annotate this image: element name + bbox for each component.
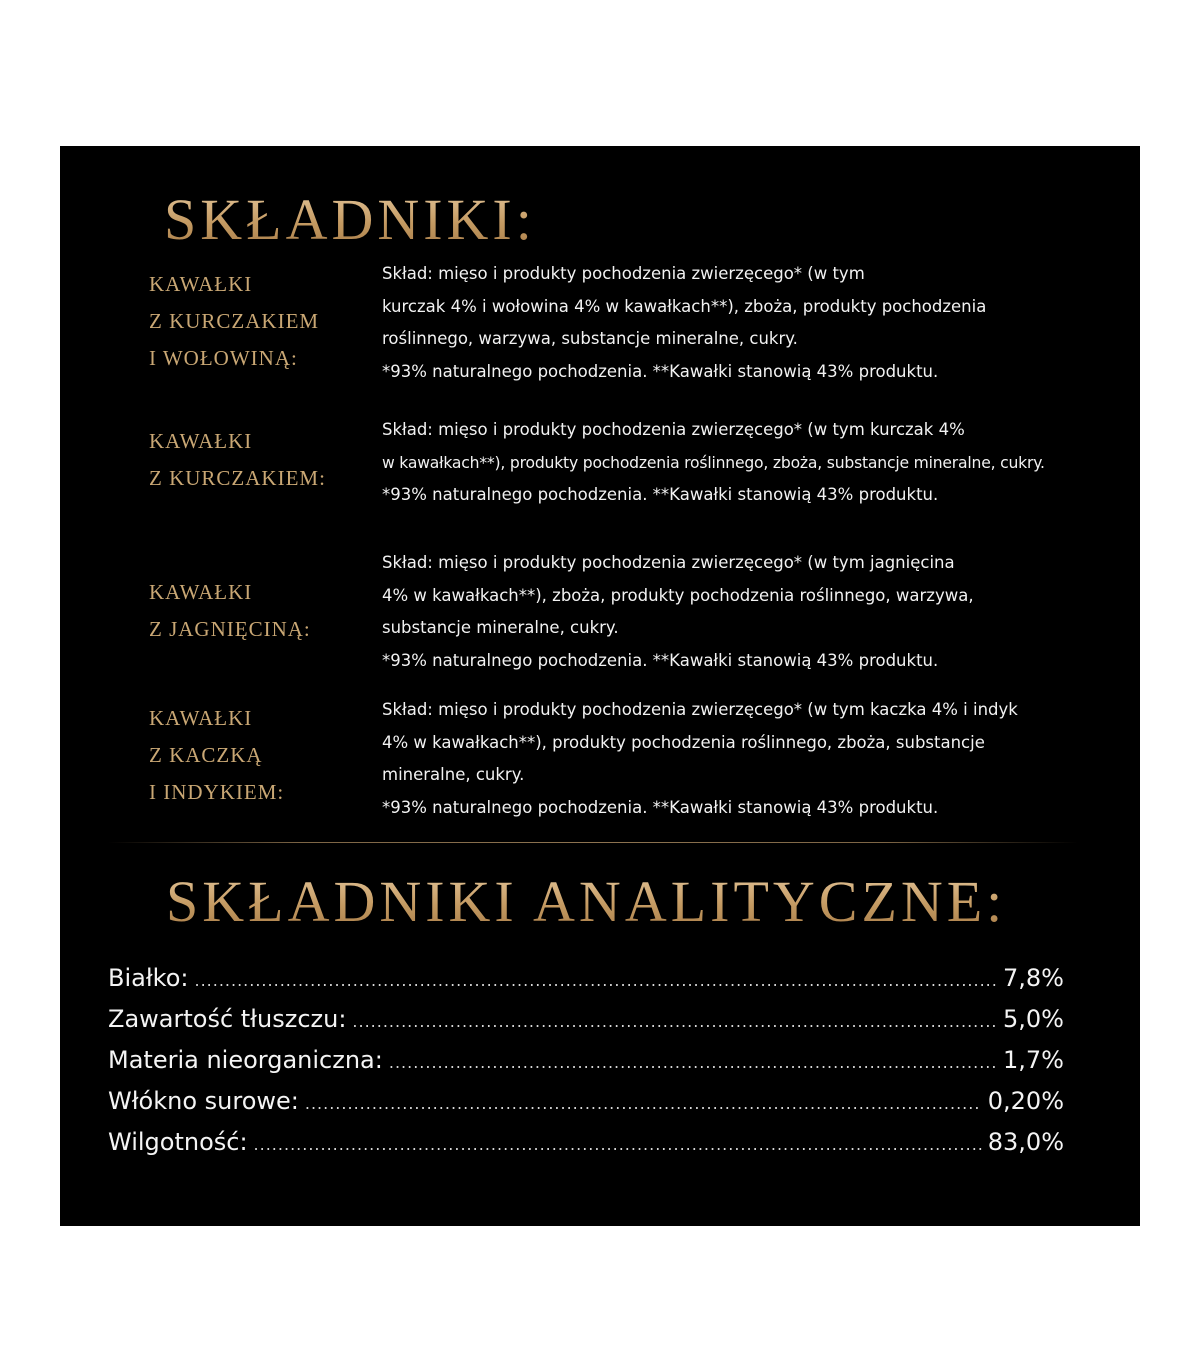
variant-label-line: Z JAGNIĘCINĄ:	[149, 617, 311, 641]
variant-desc-lamb	[382, 547, 1112, 677]
variant-label-line: I WOŁOWINĄ:	[149, 346, 298, 370]
nutrient-row-fiber	[108, 1087, 1064, 1128]
variant-desc-line: *93% naturalnego pochodzenia. **Kawałki stanowią 43% produktu.	[382, 650, 939, 670]
nutrient-name: Materia nieorganiczna:	[108, 1046, 383, 1074]
nutrient-row-moisture	[108, 1128, 1064, 1169]
variant-desc-line: 4% w kawałkach**), produkty pochodzenia roślinnego, zboża, substancje	[382, 732, 985, 752]
dot-leader	[305, 1094, 982, 1113]
variant-desc-line: Skład: mięso i produkty pochodzenia zwierzęcego* (w tym	[382, 264, 865, 283]
nutrient-name: Białko:	[108, 964, 189, 992]
dot-leader	[254, 1135, 982, 1154]
variant-label-line: KAWAŁKI	[149, 429, 253, 453]
variant-desc-line: substancje mineralne, cukry.	[382, 618, 619, 637]
variant-desc-line: w kawałkach**), produkty pochodzenia roślinnego, zboża, substancje mineralne, cukry.	[382, 453, 1045, 472]
nutrient-value: 1,7%	[1003, 1046, 1064, 1074]
variant-label-line: KAWAŁKI	[149, 272, 253, 296]
nutrient-list	[108, 964, 1064, 1169]
variant-desc-line: mineralne, cukry.	[382, 765, 525, 784]
nutrient-row-fat	[108, 1005, 1064, 1046]
variant-label-duck-turkey	[149, 700, 284, 811]
variant-desc-line: *93% naturalnego pochodzenia. **Kawałki stanowią 43% produktu.	[382, 797, 939, 817]
variant-label-lamb	[149, 574, 311, 648]
variant-desc-line: *93% naturalnego pochodzenia. **Kawałki stanowią 43% produktu.	[382, 485, 939, 504]
variant-desc-line: Skład: mięso i produkty pochodzenia zwierzęcego* (w tym jagnięcina	[382, 553, 955, 572]
variant-desc-line: 4% w kawałkach**), zboża, produkty pochodzenia roślinnego, warzywa,	[382, 585, 974, 605]
dot-leader	[352, 1012, 997, 1031]
variant-label-chicken-beef	[149, 266, 319, 377]
nutrient-value: 0,20%	[987, 1087, 1064, 1115]
variant-desc-line: Skład: mięso i produkty pochodzenia zwierzęcego* (w tym kaczka 4% i indyk	[382, 700, 1018, 719]
nutrient-row-protein	[108, 964, 1064, 1005]
variant-desc-chicken-beef	[382, 258, 1112, 388]
variant-desc-line: kurczak 4% i wołowina 4% w kawałkach**), zboża, produkty pochodzenia	[382, 296, 987, 316]
analytic-title: SKŁADNIKI ANALITYCZNE:	[166, 869, 1007, 934]
ingredients-title: SKŁADNIKI:	[164, 187, 536, 252]
variant-desc-duck-turkey	[382, 694, 1112, 824]
variant-desc-line: Skład: mięso i produkty pochodzenia zwierzęcego* (w tym kurczak 4%	[382, 420, 965, 439]
variant-label-line: Z KURCZAKIEM	[149, 309, 320, 333]
ingredients-panel	[60, 146, 1140, 1226]
variant-label-line: I INDYKIEM:	[149, 780, 285, 804]
variant-label-line: Z KURCZAKIEM:	[149, 466, 326, 490]
variant-desc-line: roślinnego, warzywa, substancje mineralne, cukry.	[382, 329, 798, 348]
variant-label-line: Z KACZKĄ	[149, 743, 263, 767]
nutrient-row-ash	[108, 1046, 1064, 1087]
nutrient-name: Wilgotność:	[108, 1128, 248, 1156]
dot-leader	[194, 971, 997, 990]
nutrient-name: Zawartość tłuszczu:	[108, 1005, 347, 1033]
section-divider	[108, 842, 1078, 843]
variant-label-line: KAWAŁKI	[149, 580, 253, 604]
nutrient-value: 5,0%	[1003, 1005, 1064, 1033]
dot-leader	[389, 1053, 997, 1072]
nutrient-value: 83,0%	[987, 1128, 1064, 1156]
variant-label-chicken	[149, 423, 326, 497]
nutrient-name: Włókno surowe:	[108, 1087, 299, 1115]
variant-desc-line: *93% naturalnego pochodzenia. **Kawałki stanowią 43% produktu.	[382, 361, 939, 381]
variant-label-line: KAWAŁKI	[149, 706, 253, 730]
nutrient-value: 7,8%	[1003, 964, 1064, 992]
variant-desc-chicken	[382, 414, 1112, 512]
